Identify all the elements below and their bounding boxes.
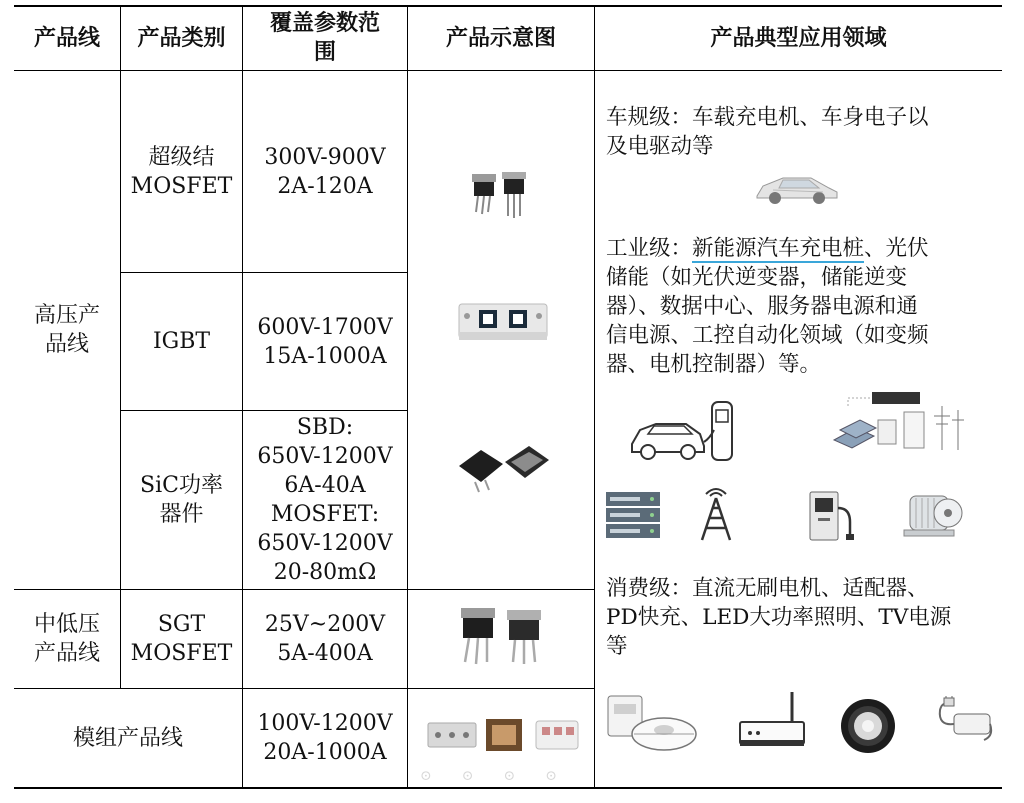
charging-station-icon bbox=[806, 488, 858, 544]
automotive-application: 车规级：车载充电机、车身电子以 及电驱动等 bbox=[606, 105, 929, 159]
led-lamp-icon bbox=[838, 694, 898, 756]
category-superjunction-mosfet: 超级结 MOSFET bbox=[130, 144, 233, 199]
header-parameter-range: 覆盖参数范 围 bbox=[269, 10, 380, 65]
group-module: 模组产品线 bbox=[72, 725, 183, 751]
params-sgt-mosfet: 25V~200V 5A-400A bbox=[264, 612, 386, 666]
params-superjunction-mosfet: 300V-900V 2A-120A bbox=[264, 144, 386, 199]
table-bottom-rule bbox=[14, 787, 1002, 789]
pv-system-icon bbox=[830, 390, 970, 458]
module-products-image bbox=[424, 715, 584, 755]
sgt-mosfet-image bbox=[455, 606, 551, 666]
col-divider bbox=[594, 6, 595, 788]
server-rack-icon bbox=[604, 490, 662, 540]
params-sic: SBD: 650V-1200V 6A-40A MOSFET: 650V-1200V 20-80mΩ bbox=[257, 415, 393, 585]
consumer-application: 消费级：直流无刷电机、适配器、 PD快充、LED大功率照明、TV电源 等 bbox=[606, 576, 952, 659]
industrial-application-line1: 工业级：新能源汽车充电桩、光伏 bbox=[606, 236, 929, 261]
category-sgt-mosfet: SGT MOSFET bbox=[130, 612, 233, 666]
header-product-category: 产品类别 bbox=[137, 24, 226, 51]
signal-tower-icon bbox=[694, 484, 738, 542]
power-adapter-icon bbox=[928, 696, 994, 746]
motor-icon bbox=[900, 486, 966, 540]
group-mid-low-voltage: 中低压 产品线 bbox=[33, 612, 100, 666]
industrial-application: 工业级：新能源汽车充电桩、光伏 储能（如光伏逆变器，储能逆变 器）、数据中心、服务器电源和通 信电源、工控自动化领域（如变频 器、电机控制器）等。 bbox=[606, 236, 929, 377]
group-high-voltage: 高压产 品线 bbox=[33, 303, 100, 357]
router-icon bbox=[736, 688, 808, 758]
car-icon bbox=[753, 168, 841, 208]
ev-charger-icon bbox=[628, 398, 738, 466]
header-product-image: 产品示意图 bbox=[445, 24, 556, 51]
col-divider bbox=[407, 6, 408, 788]
category-sic: SiC功率 器件 bbox=[140, 473, 223, 527]
header-application: 产品典型应用领域 bbox=[710, 24, 887, 51]
params-igbt: 600V-1700V 15A-1000A bbox=[257, 314, 393, 369]
watermark: ⊙ ⊙ ⊙ ⊙ bbox=[420, 768, 557, 784]
header-product-line: 产品线 bbox=[33, 24, 100, 51]
igbt-module-image bbox=[457, 296, 549, 344]
params-module: 100V-1200V 20A-1000A bbox=[257, 711, 393, 765]
category-igbt: IGBT bbox=[152, 329, 211, 354]
sic-device-image bbox=[455, 440, 551, 496]
robot-vacuum-icon bbox=[604, 690, 700, 754]
to-package-mosfet-image bbox=[468, 172, 532, 220]
